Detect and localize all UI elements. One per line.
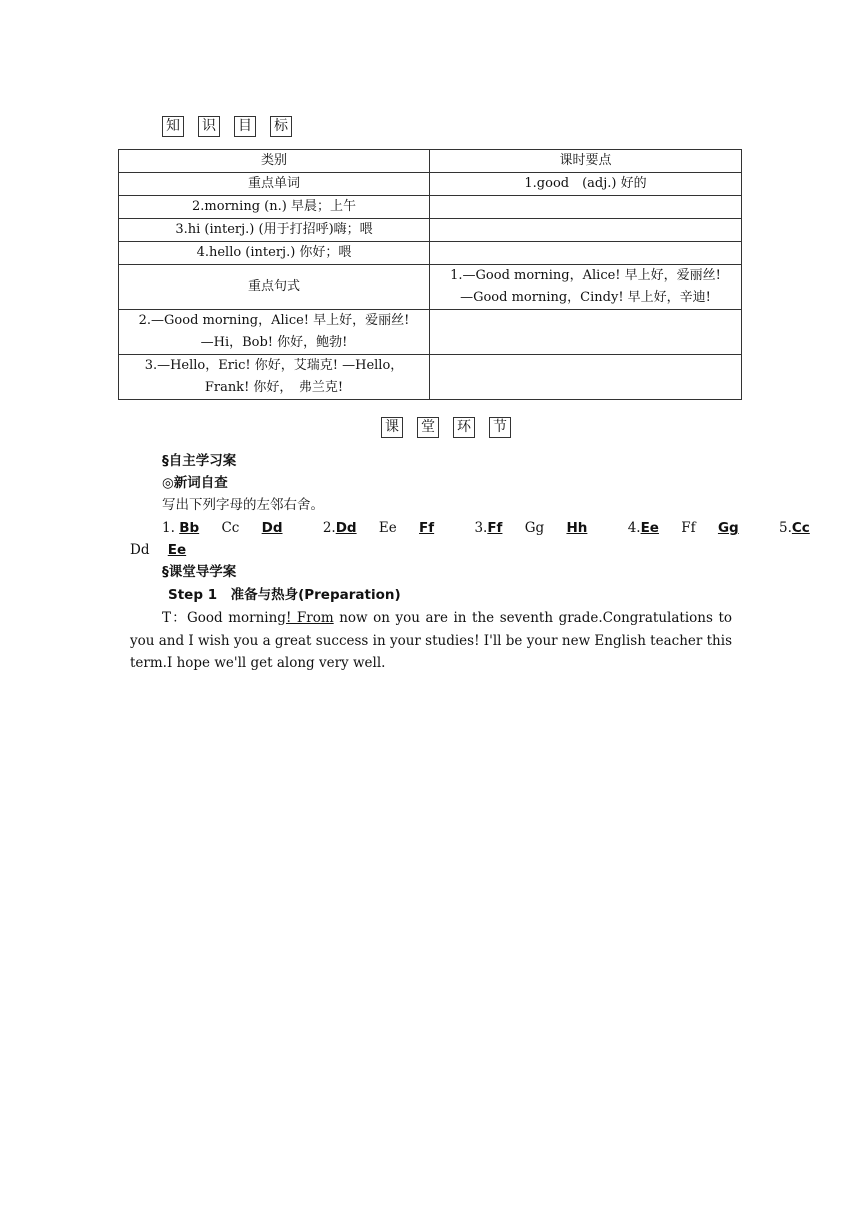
given-letter: Ff: [681, 520, 696, 536]
letters-exercise-line2: [130, 539, 186, 561]
title-char: 堂: [417, 417, 439, 438]
given-letter: Dd: [130, 542, 150, 558]
answer: Bb: [179, 520, 200, 536]
title-char: 目: [234, 116, 256, 137]
header-category: 类别: [119, 150, 430, 173]
table-cell: [430, 219, 742, 242]
title-char: 标: [270, 116, 292, 137]
cell-line: —Hi，Bob! 你好，鲍勃!: [200, 335, 348, 350]
table-cell: 1.good (adj.) 好的: [430, 173, 742, 196]
section-heading: §自主学习案: [162, 453, 237, 469]
table-cell: [119, 355, 430, 400]
table-cell: 3.hi (interj.) (用于打招呼)嗨；喂: [119, 219, 430, 242]
cell-line: —Good morning，Cindy! 早上好，辛迪!: [460, 290, 711, 305]
cell-line: 1.—Good morning，Alice! 早上好，爱丽丝!: [450, 268, 721, 283]
instruction-text: 写出下列字母的左邻右舍。: [162, 497, 324, 513]
header-key-points: 课时要点: [430, 150, 742, 173]
answer: Dd: [261, 520, 283, 536]
table-row: [119, 173, 742, 196]
paragraph-text: now on you are in the seventh grade.Congratulations to you and I wish you a great success in your studies! I'll be your new English teacher this term.I hope we'll get along very well.: [130, 610, 733, 671]
answer: Gg: [717, 520, 739, 536]
cell-line: 2.—Good morning，Alice! 早上好，爱丽丝!: [138, 313, 410, 328]
given-letter: Ee: [378, 520, 397, 536]
question-number: 4.: [627, 520, 641, 536]
table-cell: 4.hello (interj.) 你好；喂: [119, 242, 430, 265]
knowledge-goals-title: [162, 116, 306, 137]
question-number: 1.: [162, 520, 175, 536]
title-char: 识: [198, 116, 220, 137]
step-heading: Step 1 准备与热身(Preparation): [168, 587, 401, 603]
table-cell: 2.morning (n.) 早晨；上午: [119, 196, 430, 219]
question-number: 3.: [474, 520, 488, 536]
answer: Dd: [335, 520, 357, 536]
table-cell: 重点单词: [119, 173, 430, 196]
table-row: [119, 265, 742, 310]
paragraph-text: T：Good morning: [162, 610, 286, 626]
table-row: [119, 355, 742, 400]
title-char: 节: [489, 417, 511, 438]
answer: Hh: [566, 520, 588, 536]
given-letter: Gg: [524, 520, 545, 536]
cell-line: Frank! 你好， 弗兰克!: [204, 380, 344, 395]
table-header-row: [119, 150, 742, 173]
table-cell: [430, 310, 742, 355]
table-cell: [430, 242, 742, 265]
class-session-title: [381, 417, 525, 438]
title-char: 课: [381, 417, 403, 438]
subsection-heading: ◎新词自查: [162, 475, 228, 491]
answer: Ee: [640, 520, 659, 536]
answer: Ee: [167, 542, 187, 558]
answer: Cc: [791, 520, 810, 536]
table-cell: [430, 196, 742, 219]
table-row: [119, 242, 742, 265]
table-cell: [430, 355, 742, 400]
table-cell: 重点句式: [119, 265, 430, 310]
title-char: 知: [162, 116, 184, 137]
underlined-text: ! From: [285, 610, 334, 626]
knowledge-table: [118, 149, 742, 400]
table-row: [119, 310, 742, 355]
question-number: 2.: [322, 520, 336, 536]
table-row: [119, 196, 742, 219]
section-heading: §课堂导学案: [162, 564, 237, 580]
question-number: 5.: [778, 520, 792, 536]
table-cell: [430, 265, 742, 310]
answer: Ff: [419, 520, 435, 536]
title-char: 环: [453, 417, 475, 438]
teacher-paragraph: [130, 607, 732, 675]
cell-line: 3.—Hello，Eric! 你好，艾瑞克! —Hello，: [144, 358, 404, 373]
answer: Ff: [487, 520, 503, 536]
table-cell: [119, 310, 430, 355]
given-letter: Cc: [221, 520, 240, 536]
letters-exercise-line1: [162, 517, 810, 539]
table-row: [119, 219, 742, 242]
